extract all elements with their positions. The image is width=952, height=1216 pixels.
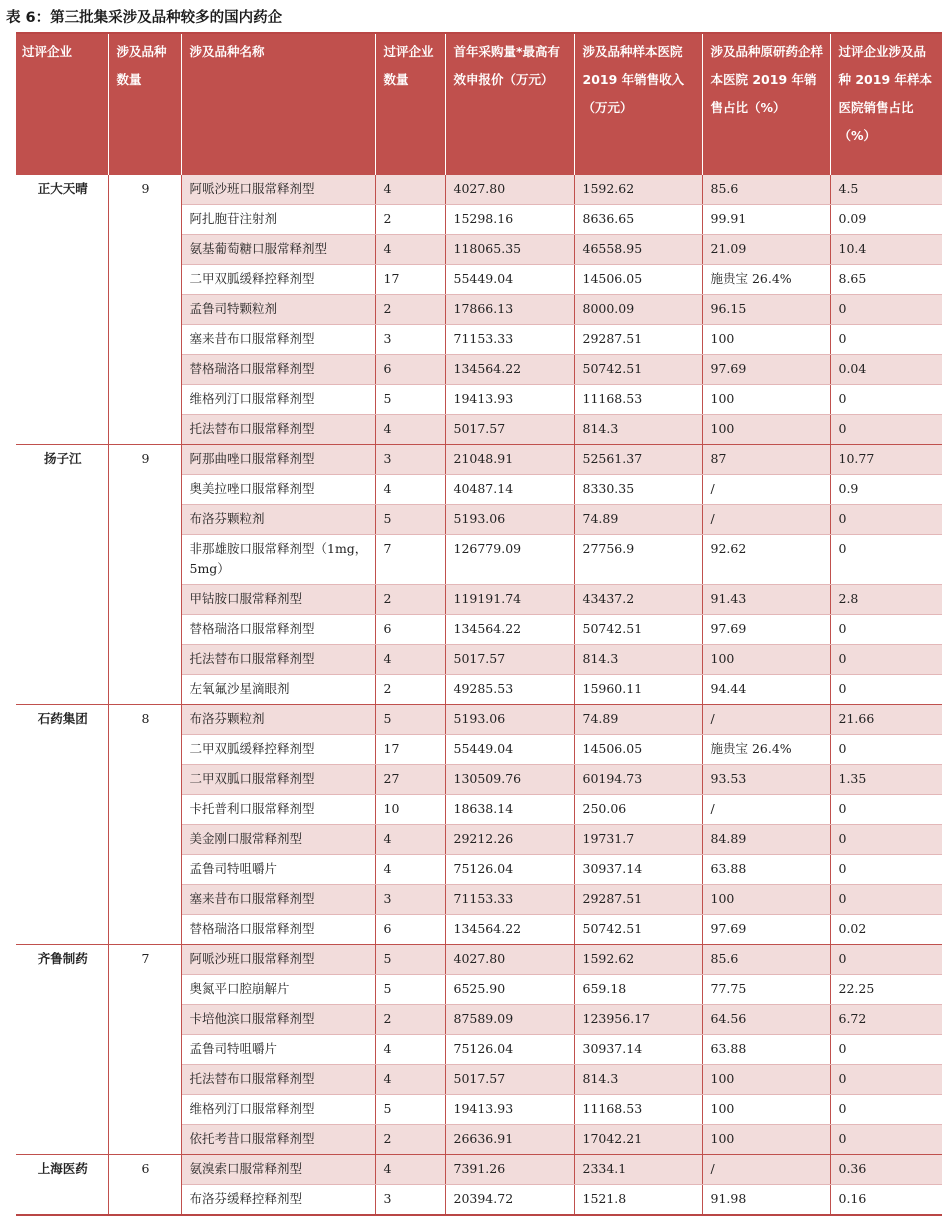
approved-count-cell: 17 bbox=[375, 265, 445, 295]
approved-count-cell: 2 bbox=[375, 1125, 445, 1155]
enterprise-share-cell: 21.66 bbox=[830, 705, 942, 735]
approved-count-cell: 5 bbox=[375, 705, 445, 735]
sample-sales-cell: 11168.53 bbox=[574, 1095, 702, 1125]
header-enterprise-share: 过评企业涉及品种 2019 年样本医院销售占比（%） bbox=[830, 33, 942, 175]
enterprise-name-cell: 扬子江 bbox=[16, 445, 108, 705]
originator-share-cell: 97.69 bbox=[702, 615, 830, 645]
sample-sales-cell: 50742.51 bbox=[574, 915, 702, 945]
approved-count-cell: 4 bbox=[375, 475, 445, 505]
enterprise-share-cell: 0.04 bbox=[830, 355, 942, 385]
sample-sales-cell: 2334.1 bbox=[574, 1155, 702, 1185]
approved-count-cell: 3 bbox=[375, 325, 445, 355]
variety-name-cell: 二甲双胍缓释控释剂型 bbox=[181, 265, 375, 295]
approved-count-cell: 4 bbox=[375, 645, 445, 675]
originator-share-cell: 63.88 bbox=[702, 855, 830, 885]
variety-name-cell: 阿哌沙班口服常释剂型 bbox=[181, 945, 375, 975]
variety-name-cell: 阿那曲唑口服常释剂型 bbox=[181, 445, 375, 475]
sample-sales-cell: 250.06 bbox=[574, 795, 702, 825]
approved-count-cell: 3 bbox=[375, 1185, 445, 1216]
sample-sales-cell: 29287.51 bbox=[574, 325, 702, 355]
originator-share-cell: 64.56 bbox=[702, 1005, 830, 1035]
procurement-amount-cell: 26636.91 bbox=[445, 1125, 574, 1155]
variety-name-cell: 依托考昔口服常释剂型 bbox=[181, 1125, 375, 1155]
variety-count-cell: 6 bbox=[108, 1155, 181, 1216]
variety-name-cell: 奥美拉唑口服常释剂型 bbox=[181, 475, 375, 505]
enterprise-share-cell: 0 bbox=[830, 885, 942, 915]
approved-count-cell: 2 bbox=[375, 585, 445, 615]
procurement-amount-cell: 5017.57 bbox=[445, 415, 574, 445]
enterprise-share-cell: 0 bbox=[830, 735, 942, 765]
variety-name-cell: 塞来昔布口服常释剂型 bbox=[181, 885, 375, 915]
variety-name-cell: 美金刚口服常释剂型 bbox=[181, 825, 375, 855]
procurement-amount-cell: 15298.16 bbox=[445, 205, 574, 235]
header-sample-sales: 涉及品种样本医院 2019 年销售收入（万元） bbox=[574, 33, 702, 175]
sample-sales-cell: 814.3 bbox=[574, 1065, 702, 1095]
procurement-amount-cell: 7391.26 bbox=[445, 1155, 574, 1185]
sample-sales-cell: 74.89 bbox=[574, 705, 702, 735]
approved-count-cell: 4 bbox=[375, 415, 445, 445]
enterprise-share-cell: 0 bbox=[830, 1065, 942, 1095]
originator-share-cell: 94.44 bbox=[702, 675, 830, 705]
variety-name-cell: 维格列汀口服常释剂型 bbox=[181, 385, 375, 415]
header-row bbox=[16, 33, 942, 175]
table-row bbox=[16, 175, 942, 205]
procurement-amount-cell: 55449.04 bbox=[445, 265, 574, 295]
variety-count-cell: 7 bbox=[108, 945, 181, 1155]
header-procurement-amount: 首年采购量*最高有效申报价（万元） bbox=[445, 33, 574, 175]
originator-share-cell: / bbox=[702, 795, 830, 825]
sample-sales-cell: 8636.65 bbox=[574, 205, 702, 235]
procurement-amount-cell: 4027.80 bbox=[445, 175, 574, 205]
procurement-amount-cell: 19413.93 bbox=[445, 385, 574, 415]
procurement-amount-cell: 5017.57 bbox=[445, 1065, 574, 1095]
originator-share-cell: / bbox=[702, 475, 830, 505]
procurement-amount-cell: 119191.74 bbox=[445, 585, 574, 615]
variety-name-cell: 非那雄胺口服常释剂型（1mg，5mg） bbox=[181, 535, 375, 585]
variety-name-cell: 卡培他滨口服常释剂型 bbox=[181, 1005, 375, 1035]
enterprise-name-cell: 正大天晴 bbox=[16, 175, 108, 445]
variety-name-cell: 孟鲁司特颗粒剂 bbox=[181, 295, 375, 325]
enterprise-share-cell: 0.36 bbox=[830, 1155, 942, 1185]
enterprise-share-cell: 6.72 bbox=[830, 1005, 942, 1035]
originator-share-cell: 85.6 bbox=[702, 175, 830, 205]
enterprise-share-cell: 0 bbox=[830, 645, 942, 675]
procurement-amount-cell: 75126.04 bbox=[445, 1035, 574, 1065]
procurement-amount-cell: 49285.53 bbox=[445, 675, 574, 705]
sample-sales-cell: 1592.62 bbox=[574, 175, 702, 205]
enterprise-share-cell: 0 bbox=[830, 415, 942, 445]
table-row bbox=[16, 445, 942, 475]
variety-name-cell: 氨基葡萄糖口服常释剂型 bbox=[181, 235, 375, 265]
enterprise-share-cell: 0.16 bbox=[830, 1185, 942, 1216]
approved-count-cell: 6 bbox=[375, 355, 445, 385]
originator-share-cell: 100 bbox=[702, 1125, 830, 1155]
procurement-amount-cell: 71153.33 bbox=[445, 885, 574, 915]
variety-count-cell: 9 bbox=[108, 175, 181, 445]
enterprise-share-cell: 0 bbox=[830, 945, 942, 975]
approved-count-cell: 4 bbox=[375, 235, 445, 265]
procurement-amount-cell: 130509.76 bbox=[445, 765, 574, 795]
sample-sales-cell: 19731.7 bbox=[574, 825, 702, 855]
procurement-amount-cell: 4027.80 bbox=[445, 945, 574, 975]
sample-sales-cell: 43437.2 bbox=[574, 585, 702, 615]
enterprise-share-cell: 2.8 bbox=[830, 585, 942, 615]
enterprise-share-cell: 0 bbox=[830, 795, 942, 825]
header-originator-share: 涉及品种原研药企样本医院 2019 年销售占比（%） bbox=[702, 33, 830, 175]
sample-sales-cell: 8330.35 bbox=[574, 475, 702, 505]
originator-share-cell: 63.88 bbox=[702, 1035, 830, 1065]
variety-name-cell: 维格列汀口服常释剂型 bbox=[181, 1095, 375, 1125]
sample-sales-cell: 15960.11 bbox=[574, 675, 702, 705]
sample-sales-cell: 11168.53 bbox=[574, 385, 702, 415]
approved-count-cell: 17 bbox=[375, 735, 445, 765]
approved-count-cell: 5 bbox=[375, 945, 445, 975]
approved-count-cell: 5 bbox=[375, 1095, 445, 1125]
procurement-amount-cell: 17866.13 bbox=[445, 295, 574, 325]
sample-sales-cell: 814.3 bbox=[574, 645, 702, 675]
table-row bbox=[16, 945, 942, 975]
originator-share-cell: / bbox=[702, 705, 830, 735]
originator-share-cell: / bbox=[702, 505, 830, 535]
procurement-amount-cell: 29212.26 bbox=[445, 825, 574, 855]
originator-share-cell: 施贵宝 26.4% bbox=[702, 735, 830, 765]
variety-count-cell: 9 bbox=[108, 445, 181, 705]
enterprise-share-cell: 0 bbox=[830, 1035, 942, 1065]
approved-count-cell: 4 bbox=[375, 825, 445, 855]
sample-sales-cell: 30937.14 bbox=[574, 1035, 702, 1065]
enterprise-name-cell: 上海医药 bbox=[16, 1155, 108, 1216]
variety-name-cell: 阿哌沙班口服常释剂型 bbox=[181, 175, 375, 205]
sample-sales-cell: 1592.62 bbox=[574, 945, 702, 975]
enterprise-share-cell: 4.5 bbox=[830, 175, 942, 205]
approved-count-cell: 4 bbox=[375, 855, 445, 885]
procurement-amount-cell: 20394.72 bbox=[445, 1185, 574, 1216]
originator-share-cell: 97.69 bbox=[702, 355, 830, 385]
sample-sales-cell: 50742.51 bbox=[574, 615, 702, 645]
variety-name-cell: 布洛芬颗粒剂 bbox=[181, 505, 375, 535]
sample-sales-cell: 30937.14 bbox=[574, 855, 702, 885]
approved-count-cell: 2 bbox=[375, 205, 445, 235]
enterprise-share-cell: 0 bbox=[830, 825, 942, 855]
approved-count-cell: 3 bbox=[375, 885, 445, 915]
procurement-amount-cell: 21048.91 bbox=[445, 445, 574, 475]
originator-share-cell: 21.09 bbox=[702, 235, 830, 265]
procurement-amount-cell: 55449.04 bbox=[445, 735, 574, 765]
table-row bbox=[16, 705, 942, 735]
originator-share-cell: 100 bbox=[702, 415, 830, 445]
variety-name-cell: 托法替布口服常释剂型 bbox=[181, 645, 375, 675]
sample-sales-cell: 814.3 bbox=[574, 415, 702, 445]
originator-share-cell: 97.69 bbox=[702, 915, 830, 945]
variety-name-cell: 左氧氟沙星滴眼剂 bbox=[181, 675, 375, 705]
enterprise-share-cell: 0 bbox=[830, 675, 942, 705]
enterprise-share-cell: 0 bbox=[830, 295, 942, 325]
approved-count-cell: 4 bbox=[375, 1035, 445, 1065]
approved-count-cell: 3 bbox=[375, 445, 445, 475]
enterprise-share-cell: 0 bbox=[830, 1125, 942, 1155]
procurement-amount-cell: 71153.33 bbox=[445, 325, 574, 355]
enterprise-share-cell: 0.02 bbox=[830, 915, 942, 945]
approved-count-cell: 7 bbox=[375, 535, 445, 585]
sample-sales-cell: 27756.9 bbox=[574, 535, 702, 585]
variety-name-cell: 孟鲁司特咀嚼片 bbox=[181, 1035, 375, 1065]
variety-name-cell: 替格瑞洛口服常释剂型 bbox=[181, 915, 375, 945]
originator-share-cell: 100 bbox=[702, 645, 830, 675]
originator-share-cell: 100 bbox=[702, 325, 830, 355]
originator-share-cell: 93.53 bbox=[702, 765, 830, 795]
approved-count-cell: 4 bbox=[375, 1155, 445, 1185]
variety-name-cell: 孟鲁司特咀嚼片 bbox=[181, 855, 375, 885]
enterprise-share-cell: 10.77 bbox=[830, 445, 942, 475]
enterprise-name-cell: 石药集团 bbox=[16, 705, 108, 945]
originator-share-cell: 99.91 bbox=[702, 205, 830, 235]
sample-sales-cell: 123956.17 bbox=[574, 1005, 702, 1035]
enterprise-share-cell: 0 bbox=[830, 535, 942, 585]
variety-name-cell: 塞来昔布口服常释剂型 bbox=[181, 325, 375, 355]
originator-share-cell: 85.6 bbox=[702, 945, 830, 975]
enterprise-share-cell: 0 bbox=[830, 325, 942, 355]
procurement-amount-cell: 87589.09 bbox=[445, 1005, 574, 1035]
enterprise-share-cell: 10.4 bbox=[830, 235, 942, 265]
header-enterprise: 过评企业 bbox=[16, 33, 108, 175]
variety-name-cell: 卡托普利口服常释剂型 bbox=[181, 795, 375, 825]
variety-name-cell: 托法替布口服常释剂型 bbox=[181, 1065, 375, 1095]
variety-name-cell: 布洛芬颗粒剂 bbox=[181, 705, 375, 735]
table-caption: 表 6：第三批集采涉及品种较多的国内药企 bbox=[6, 10, 283, 26]
table-body bbox=[16, 175, 942, 1215]
header-variety-count: 涉及品种数量 bbox=[108, 33, 181, 175]
enterprise-share-cell: 0 bbox=[830, 1095, 942, 1125]
enterprise-name-cell: 齐鲁制药 bbox=[16, 945, 108, 1155]
originator-share-cell: / bbox=[702, 1155, 830, 1185]
procurement-amount-cell: 19413.93 bbox=[445, 1095, 574, 1125]
enterprise-share-cell: 0 bbox=[830, 615, 942, 645]
variety-name-cell: 氨溴索口服常释剂型 bbox=[181, 1155, 375, 1185]
approved-count-cell: 2 bbox=[375, 1005, 445, 1035]
enterprise-share-cell: 0.09 bbox=[830, 205, 942, 235]
enterprise-share-cell: 22.25 bbox=[830, 975, 942, 1005]
variety-name-cell: 替格瑞洛口服常释剂型 bbox=[181, 615, 375, 645]
procurement-amount-cell: 40487.14 bbox=[445, 475, 574, 505]
approved-count-cell: 5 bbox=[375, 975, 445, 1005]
approved-count-cell: 27 bbox=[375, 765, 445, 795]
originator-share-cell: 92.62 bbox=[702, 535, 830, 585]
variety-name-cell: 甲钴胺口服常释剂型 bbox=[181, 585, 375, 615]
enterprise-share-cell: 0 bbox=[830, 385, 942, 415]
variety-name-cell: 布洛芬缓释控释剂型 bbox=[181, 1185, 375, 1216]
variety-name-cell: 阿扎胞苷注射剂 bbox=[181, 205, 375, 235]
sample-sales-cell: 14506.05 bbox=[574, 735, 702, 765]
enterprise-share-cell: 0.9 bbox=[830, 475, 942, 505]
approved-count-cell: 6 bbox=[375, 915, 445, 945]
originator-share-cell: 91.98 bbox=[702, 1185, 830, 1216]
sample-sales-cell: 50742.51 bbox=[574, 355, 702, 385]
variety-count-cell: 8 bbox=[108, 705, 181, 945]
originator-share-cell: 施贵宝 26.4% bbox=[702, 265, 830, 295]
procurement-amount-cell: 134564.22 bbox=[445, 915, 574, 945]
sample-sales-cell: 14506.05 bbox=[574, 265, 702, 295]
originator-share-cell: 100 bbox=[702, 1065, 830, 1095]
approved-count-cell: 2 bbox=[375, 675, 445, 705]
procurement-amount-cell: 6525.90 bbox=[445, 975, 574, 1005]
sample-sales-cell: 1521.8 bbox=[574, 1185, 702, 1216]
originator-share-cell: 100 bbox=[702, 385, 830, 415]
approved-count-cell: 10 bbox=[375, 795, 445, 825]
sample-sales-cell: 52561.37 bbox=[574, 445, 702, 475]
variety-name-cell: 替格瑞洛口服常释剂型 bbox=[181, 355, 375, 385]
sample-sales-cell: 29287.51 bbox=[574, 885, 702, 915]
header-variety-name: 涉及品种名称 bbox=[181, 33, 375, 175]
procurement-amount-cell: 5017.57 bbox=[445, 645, 574, 675]
procurement-amount-cell: 126779.09 bbox=[445, 535, 574, 585]
originator-share-cell: 87 bbox=[702, 445, 830, 475]
approved-count-cell: 6 bbox=[375, 615, 445, 645]
sample-sales-cell: 46558.95 bbox=[574, 235, 702, 265]
variety-name-cell: 二甲双胍缓释控释剂型 bbox=[181, 735, 375, 765]
procurement-amount-cell: 118065.35 bbox=[445, 235, 574, 265]
sample-sales-cell: 659.18 bbox=[574, 975, 702, 1005]
approved-count-cell: 5 bbox=[375, 505, 445, 535]
originator-share-cell: 77.75 bbox=[702, 975, 830, 1005]
enterprise-share-cell: 8.65 bbox=[830, 265, 942, 295]
enterprise-share-cell: 0 bbox=[830, 855, 942, 885]
variety-name-cell: 托法替布口服常释剂型 bbox=[181, 415, 375, 445]
procurement-amount-cell: 75126.04 bbox=[445, 855, 574, 885]
sample-sales-cell: 8000.09 bbox=[574, 295, 702, 325]
originator-share-cell: 84.89 bbox=[702, 825, 830, 855]
table-row bbox=[16, 1155, 942, 1185]
originator-share-cell: 100 bbox=[702, 1095, 830, 1125]
originator-share-cell: 96.15 bbox=[702, 295, 830, 325]
enterprise-share-cell: 0 bbox=[830, 505, 942, 535]
enterprise-varieties-table bbox=[16, 32, 942, 1216]
procurement-amount-cell: 134564.22 bbox=[445, 615, 574, 645]
procurement-amount-cell: 5193.06 bbox=[445, 505, 574, 535]
variety-name-cell: 二甲双胍口服常释剂型 bbox=[181, 765, 375, 795]
procurement-amount-cell: 134564.22 bbox=[445, 355, 574, 385]
enterprise-share-cell: 1.35 bbox=[830, 765, 942, 795]
procurement-amount-cell: 5193.06 bbox=[445, 705, 574, 735]
variety-name-cell: 奥氮平口腔崩解片 bbox=[181, 975, 375, 1005]
originator-share-cell: 100 bbox=[702, 885, 830, 915]
approved-count-cell: 2 bbox=[375, 295, 445, 325]
sample-sales-cell: 60194.73 bbox=[574, 765, 702, 795]
sample-sales-cell: 17042.21 bbox=[574, 1125, 702, 1155]
approved-count-cell: 5 bbox=[375, 385, 445, 415]
procurement-amount-cell: 18638.14 bbox=[445, 795, 574, 825]
originator-share-cell: 91.43 bbox=[702, 585, 830, 615]
sample-sales-cell: 74.89 bbox=[574, 505, 702, 535]
header-approved-count: 过评企业数量 bbox=[375, 33, 445, 175]
approved-count-cell: 4 bbox=[375, 1065, 445, 1095]
approved-count-cell: 4 bbox=[375, 175, 445, 205]
